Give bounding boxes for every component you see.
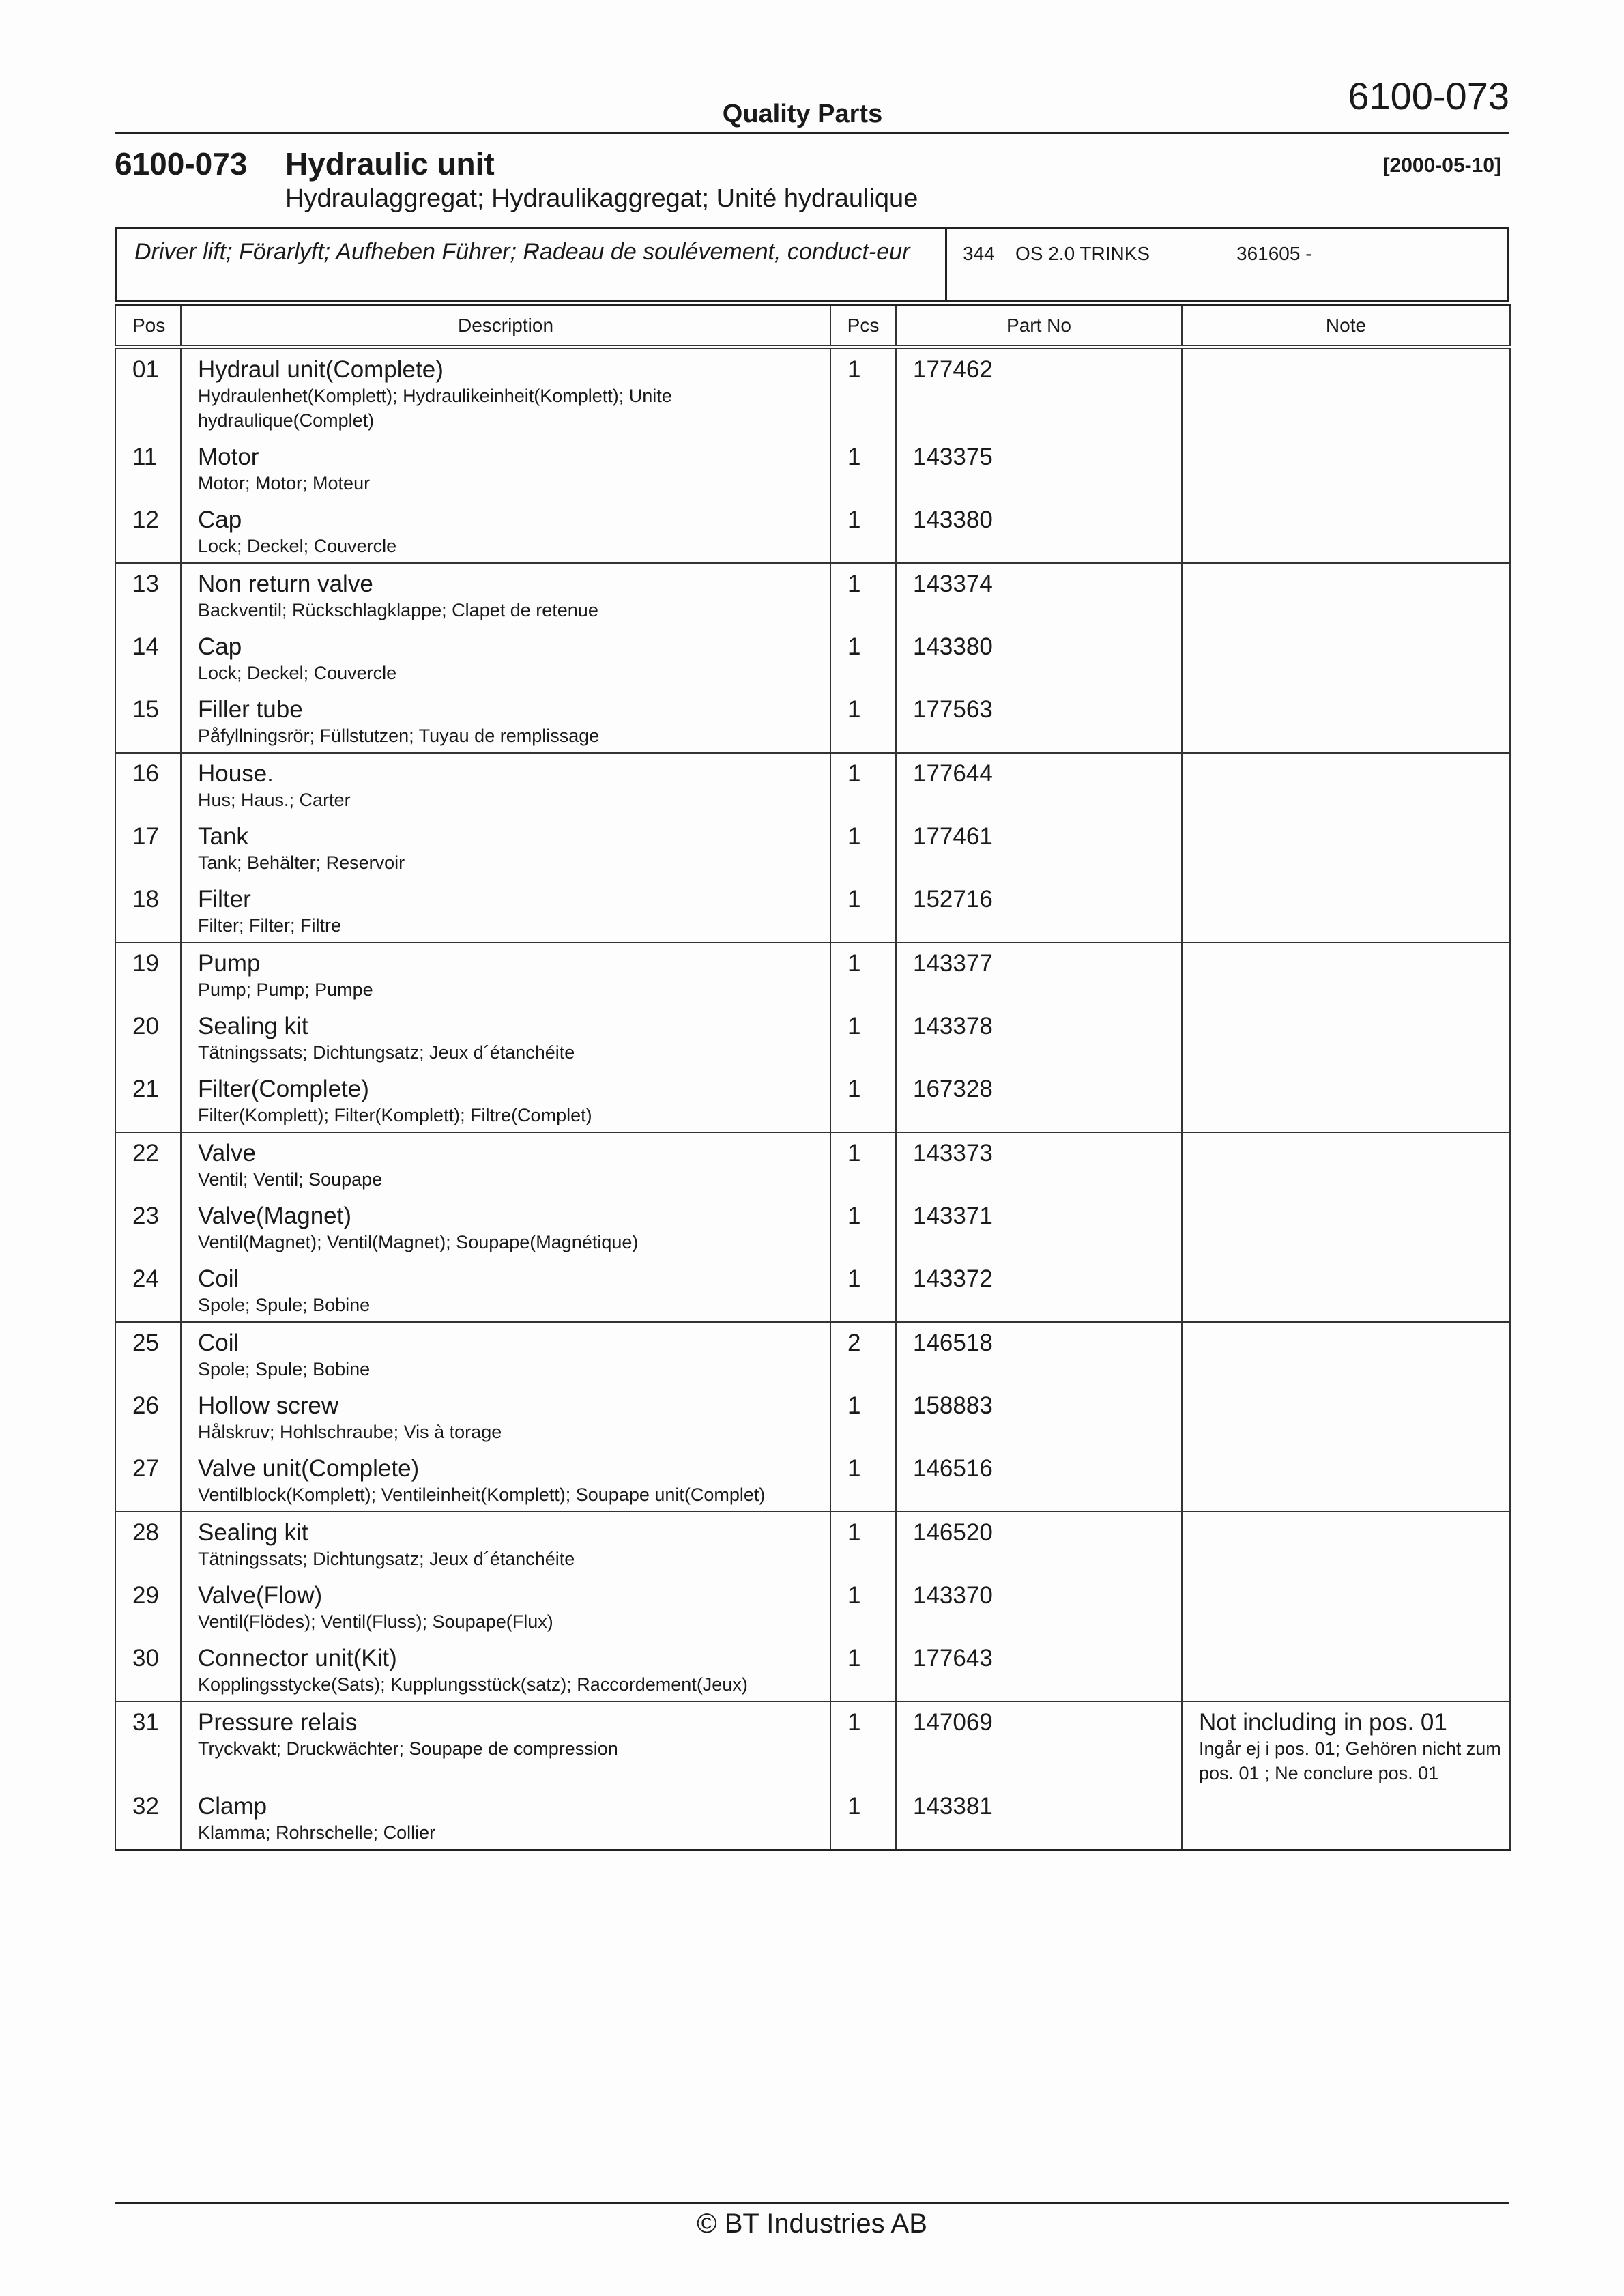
part-name: Tank [198,823,248,850]
part-name: Filter [198,886,251,913]
row-pcs: 1 [830,1069,896,1132]
model-code: 344 [963,243,995,264]
table-row [115,1386,1510,1448]
row-note [1182,1638,1510,1702]
row-description [181,689,830,753]
part-translations: Ventil; Ventil; Soupape [198,1169,383,1190]
row-part-no: 167328 [896,1069,1182,1132]
row-description [181,1196,830,1259]
model-name: OS 2.0 TRINKS [1015,243,1150,264]
part-name: Coil [198,1265,240,1292]
note-translations: Ingår ej i pos. 01; Gehören nicht zum pos. 01 ; Ne conclure pos. 01 [1199,1738,1501,1783]
serial-range: 361605 - [1236,243,1312,264]
part-translations: Påfyllningsrör; Füllstutzen; Tuyau de remplissage [198,726,600,746]
part-name: Valve [198,1140,256,1166]
row-pcs: 1 [830,1448,896,1512]
row-pcs: 1 [830,1259,896,1322]
row-description [181,1448,830,1512]
part-translations: Lock; Deckel; Couvercle [198,536,397,556]
column-header-description: Description [181,306,830,347]
part-name: Cap [198,506,242,533]
part-translations: Filter(Komplett); Filter(Komplett); Filtre(Complet) [198,1105,592,1125]
row-description [181,1386,830,1448]
row-part-no: 143380 [896,500,1182,563]
row-note [1182,563,1510,627]
part-name: Valve unit(Complete) [198,1455,420,1482]
footer-copyright: © BT Industries AB [697,2209,927,2239]
row-part-no: 146520 [896,1512,1182,1575]
row-pos: 12 [115,500,181,563]
row-note [1182,1448,1510,1512]
table-row [115,1322,1510,1386]
column-header-part-no: Part No [896,306,1182,347]
row-pcs: 1 [830,1575,896,1638]
row-note [1182,1575,1510,1638]
row-description [181,1006,830,1069]
row-note [1182,627,1510,689]
row-part-no: 147069 [896,1702,1182,1786]
row-part-no: 143372 [896,1259,1182,1322]
table-header-row [115,306,1510,347]
row-pcs: 1 [830,689,896,753]
row-part-no: 143378 [896,1006,1182,1069]
part-translations: Ventil(Magnet); Ventil(Magnet); Soupape(Magnétique) [198,1232,639,1252]
table-row [115,347,1510,437]
row-pos: 01 [115,347,181,437]
table-row [115,816,1510,879]
table-row [115,943,1510,1006]
row-description [181,816,830,879]
row-pcs: 1 [830,943,896,1006]
row-pos: 31 [115,1702,181,1786]
row-note [1182,1132,1510,1196]
row-description [181,879,830,943]
row-part-no: 143373 [896,1132,1182,1196]
row-note [1182,1786,1510,1850]
model-description: Driver lift; Förarlyft; Aufheben Führer; Radeau de soulévement, conduct-eur [134,239,910,265]
row-pos: 16 [115,753,181,816]
row-part-no: 177643 [896,1638,1182,1702]
column-header-note: Note [1182,306,1510,347]
part-name: Coil [198,1330,240,1356]
row-pos: 29 [115,1575,181,1638]
table-row [115,563,1510,627]
row-pcs: 1 [830,1196,896,1259]
header-rule [115,132,1509,134]
row-pcs: 1 [830,1638,896,1702]
table-row [115,1702,1510,1786]
row-note [1182,1006,1510,1069]
table-row [115,1786,1510,1850]
table-row [115,689,1510,753]
row-part-no: 143375 [896,437,1182,500]
row-description [181,753,830,816]
row-pcs: 1 [830,1786,896,1850]
part-name: Pump [198,950,261,977]
table-row [115,1006,1510,1069]
row-description [181,1575,830,1638]
group-translations: Hydraulaggregat; Hydraulikaggregat; Unité hydraulique [285,184,918,213]
part-translations: Hus; Haus.; Carter [198,790,351,810]
row-note [1182,1702,1510,1786]
part-translations: Backventil; Rückschlagklappe; Clapet de retenue [198,600,598,620]
row-pos: 24 [115,1259,181,1322]
row-pcs: 1 [830,563,896,627]
row-pos: 32 [115,1786,181,1850]
part-name: Sealing kit [198,1519,308,1546]
part-name: Connector unit(Kit) [198,1645,397,1671]
part-name: Sealing kit [198,1013,308,1039]
part-translations: Hydraulenhet(Komplett); Hydraulikeinheit(Komplett); Unite hydraulique(Complet) [198,386,672,431]
part-translations: Hålskruv; Hohlschraube; Vis à torage [198,1422,502,1442]
row-description [181,1259,830,1322]
column-header-pos: Pos [115,306,181,347]
row-part-no: 143380 [896,627,1182,689]
part-translations: Filter; Filter; Filtre [198,915,342,936]
part-translations: Spole; Spule; Bobine [198,1359,371,1379]
row-pcs: 1 [830,1512,896,1575]
row-description [181,437,830,500]
table-row [115,1575,1510,1638]
row-pos: 23 [115,1196,181,1259]
table-row [115,1069,1510,1132]
table-row [115,1512,1510,1575]
table-row [115,1132,1510,1196]
part-translations: Pump; Pump; Pumpe [198,979,373,1000]
page-id: 6100-073 [1348,74,1509,117]
row-note [1182,1259,1510,1322]
row-description [181,943,830,1006]
row-description [181,1638,830,1702]
table-row [115,500,1510,563]
row-note [1182,816,1510,879]
row-note [1182,1196,1510,1259]
part-translations: Tank; Behälter; Reservoir [198,852,405,873]
table-row [115,437,1510,500]
part-name: Filler tube [198,696,303,723]
row-note [1182,1512,1510,1575]
part-translations: Tätningssats; Dichtungsatz; Jeux d´étanchéite [198,1549,575,1569]
table-row [115,1259,1510,1322]
part-translations: Tryckvakt; Druckwächter; Soupape de compression [198,1738,618,1759]
part-translations: Ventilblock(Komplett); Ventileinheit(Komplett); Soupape unit(Complet) [198,1484,766,1505]
row-note [1182,1069,1510,1132]
row-description [181,1322,830,1386]
row-note [1182,689,1510,753]
info-divider [945,229,947,300]
row-part-no: 177461 [896,816,1182,879]
part-translations: Ventil(Flödes); Ventil(Fluss); Soupape(Flux) [198,1611,553,1632]
row-pos: 22 [115,1132,181,1196]
column-header-pcs: Pcs [830,306,896,347]
row-pos: 18 [115,879,181,943]
parts-table [115,304,1511,1851]
row-pcs: 1 [830,437,896,500]
row-pos: 26 [115,1386,181,1448]
row-part-no: 143371 [896,1196,1182,1259]
row-description [181,1132,830,1196]
table-row [115,627,1510,689]
group-name: Hydraulic unit [285,146,495,182]
row-pos: 11 [115,437,181,500]
row-pos: 15 [115,689,181,753]
row-pcs: 1 [830,347,896,437]
part-name: Valve(Magnet) [198,1203,352,1229]
part-name: Clamp [198,1793,267,1820]
parts-table-body [115,347,1510,1850]
part-translations: Kopplingsstycke(Sats); Kupplungsstück(satz); Raccordement(Jeux) [198,1674,748,1695]
row-note [1182,753,1510,816]
row-part-no: 177462 [896,347,1182,437]
header-title: Quality Parts [722,100,883,128]
part-translations: Lock; Deckel; Couvercle [198,663,397,683]
row-part-no: 143370 [896,1575,1182,1638]
part-name: Hydraul unit(Complete) [198,356,444,383]
row-pos: 13 [115,563,181,627]
row-description [181,500,830,563]
row-pcs: 1 [830,1702,896,1786]
part-name: Valve(Flow) [198,1582,323,1609]
row-pcs: 1 [830,500,896,563]
row-pcs: 1 [830,1132,896,1196]
row-part-no: 152716 [896,879,1182,943]
row-note [1182,1322,1510,1386]
row-pos: 30 [115,1638,181,1702]
group-date: [2000-05-10] [1382,154,1501,177]
part-translations: Spole; Spule; Bobine [198,1295,371,1315]
row-pcs: 1 [830,879,896,943]
footer-rule [115,2202,1509,2204]
model-info-box [115,227,1509,302]
row-pos: 21 [115,1069,181,1132]
row-pos: 14 [115,627,181,689]
row-note [1182,943,1510,1006]
group-number: 6100-073 [115,146,248,182]
row-description [181,1069,830,1132]
part-translations: Klamma; Rohrschelle; Collier [198,1822,436,1843]
row-part-no: 143374 [896,563,1182,627]
row-part-no: 177563 [896,689,1182,753]
table-row [115,1196,1510,1259]
row-note [1182,437,1510,500]
row-description [181,1786,830,1850]
row-pcs: 1 [830,627,896,689]
row-pos: 17 [115,816,181,879]
part-translations: Tätningssats; Dichtungsatz; Jeux d´étanchéite [198,1042,575,1063]
row-description [181,347,830,437]
row-pcs: 1 [830,816,896,879]
part-name: Filter(Complete) [198,1076,369,1102]
note-text: Not including in pos. 01 [1199,1709,1447,1736]
row-description [181,1702,830,1786]
row-pos: 20 [115,1006,181,1069]
row-pcs: 1 [830,1386,896,1448]
part-name: Cap [198,633,242,660]
row-note [1182,347,1510,437]
table-row [115,1638,1510,1702]
row-description [181,627,830,689]
table-row [115,753,1510,816]
table-row [115,1448,1510,1512]
row-description [181,563,830,627]
row-description [181,1512,830,1575]
part-name: Pressure relais [198,1709,358,1736]
row-part-no: 143377 [896,943,1182,1006]
part-name: Non return valve [198,571,373,597]
row-part-no: 146518 [896,1322,1182,1386]
row-note [1182,1386,1510,1448]
row-note [1182,879,1510,943]
row-part-no: 177644 [896,753,1182,816]
row-pos: 28 [115,1512,181,1575]
row-pos: 19 [115,943,181,1006]
row-pcs: 2 [830,1322,896,1386]
part-name: Motor [198,444,259,470]
row-pcs: 1 [830,753,896,816]
row-part-no: 158883 [896,1386,1182,1448]
row-pos: 27 [115,1448,181,1512]
row-part-no: 146516 [896,1448,1182,1512]
row-pcs: 1 [830,1006,896,1069]
part-name: House. [198,760,274,787]
row-part-no: 143381 [896,1786,1182,1850]
part-name: Hollow screw [198,1392,339,1419]
row-note [1182,500,1510,563]
part-translations: Motor; Motor; Moteur [198,473,371,493]
table-row [115,879,1510,943]
row-pos: 25 [115,1322,181,1386]
